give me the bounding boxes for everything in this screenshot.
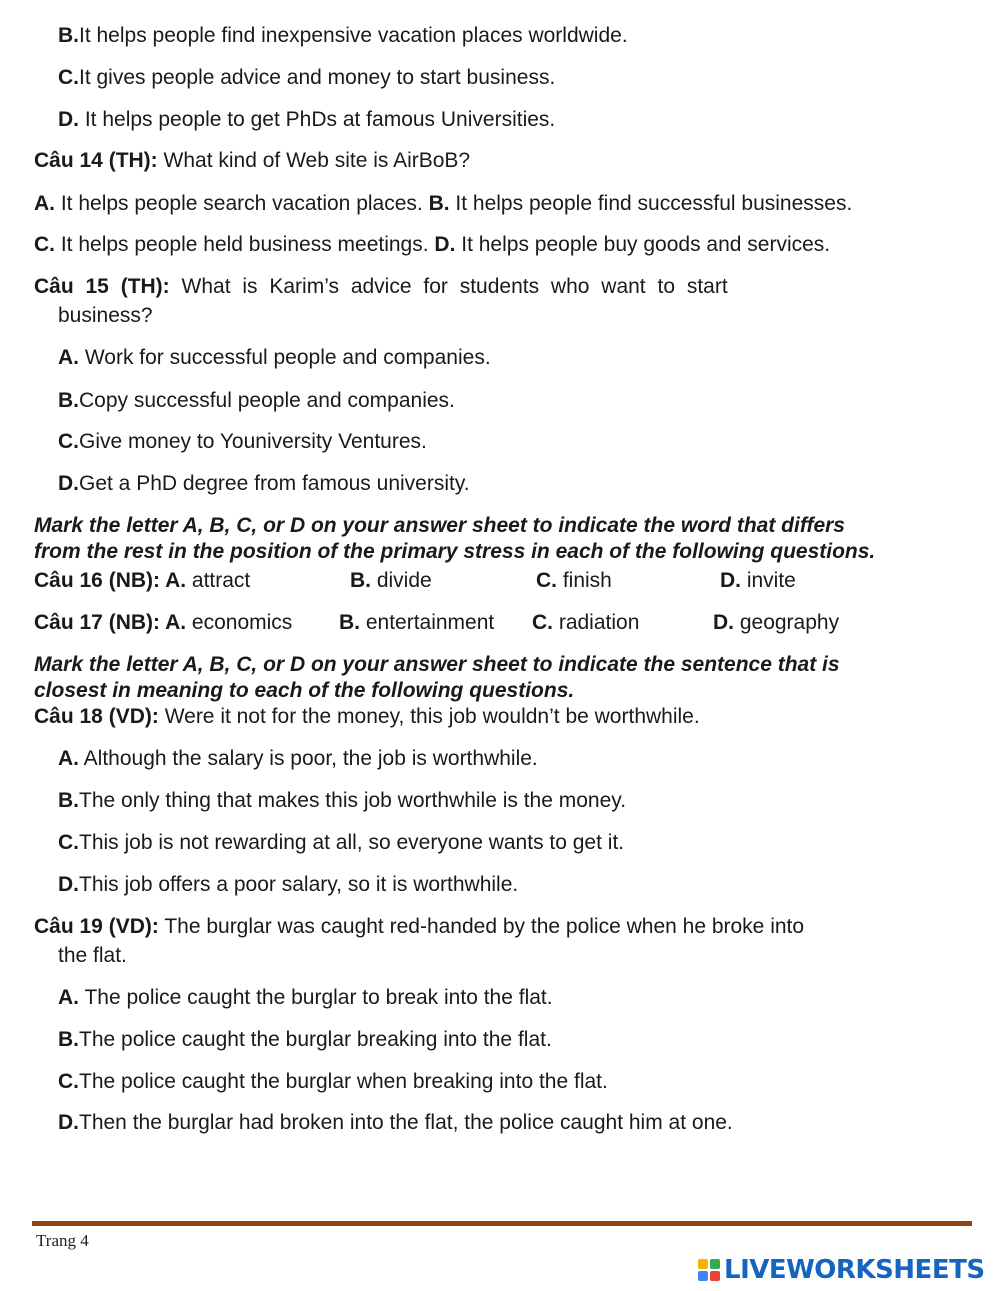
- option-letter: A.: [58, 346, 79, 369]
- option-letter: A.: [58, 986, 79, 1009]
- q17-option-d: [713, 610, 839, 636]
- option-letter: B.: [58, 789, 79, 812]
- q16-option-d: [720, 568, 796, 594]
- q17-row: [34, 610, 884, 636]
- instruction-meaning-line1: Mark the letter A, B, C, or D on your answer sheet to indicate the sentence that is: [34, 653, 840, 676]
- question-label: Câu 17 (NB):: [34, 611, 161, 634]
- option-text: It helps people search vacation places.: [55, 192, 429, 215]
- option-letter: B.: [58, 389, 79, 412]
- option-letter: C.: [532, 611, 553, 634]
- question-label: Câu 16 (NB):: [34, 569, 161, 592]
- q18-option-c: [58, 830, 624, 856]
- q15-stem-cont: [58, 303, 153, 329]
- q14-stem: [34, 148, 470, 174]
- option-text: It helps people held business meetings.: [55, 233, 435, 256]
- option-text: economics: [186, 611, 293, 634]
- q13-option-d: [58, 107, 555, 133]
- option-letter: A.: [160, 611, 187, 634]
- option-text: Copy successful people and companies.: [79, 389, 455, 412]
- option-text: It helps people find inexpensive vacation places worldwide.: [79, 24, 628, 47]
- q19-option-d: [58, 1110, 733, 1136]
- q19-option-b: [58, 1027, 552, 1053]
- question-label: Câu 18 (VD):: [34, 705, 159, 728]
- question-label: Câu 14 (TH):: [34, 149, 158, 172]
- option-text: radiation: [553, 611, 640, 634]
- q17-option-c: [532, 610, 639, 636]
- option-letter: C.: [58, 66, 79, 89]
- q19-option-c: [58, 1069, 608, 1095]
- option-letter: C.: [536, 569, 557, 592]
- q19-stem-cont: [58, 943, 127, 969]
- q19-option-a: [58, 985, 553, 1011]
- option-letter: A.: [160, 569, 187, 592]
- option-text: The police caught the burglar breaking into the flat.: [79, 1028, 552, 1051]
- q15-option-c: [58, 429, 427, 455]
- option-letter: D.: [58, 472, 79, 495]
- option-letter: D.: [713, 611, 734, 634]
- q15-stem: [34, 274, 728, 300]
- q19-stem: [34, 914, 804, 940]
- option-letter: B.: [58, 24, 79, 47]
- question-text: business?: [58, 304, 153, 327]
- option-text: Although the salary is poor, the job is worthwhile.: [79, 747, 538, 770]
- option-text: This job is not rewarding at all, so everyone wants to get it.: [79, 831, 625, 854]
- liveworksheets-logo: [698, 1256, 985, 1284]
- q15-option-b: [58, 388, 455, 414]
- page-number: Trang 4: [36, 1231, 89, 1250]
- option-letter: B.: [339, 611, 360, 634]
- q14-options-cd: [34, 232, 830, 258]
- q13-option-b: [58, 23, 628, 49]
- option-text: Work for successful people and companies.: [79, 346, 491, 369]
- option-text: The only thing that makes this job worthwhile is the money.: [79, 789, 627, 812]
- option-letter: A.: [58, 747, 79, 770]
- q16-option-c: [536, 568, 612, 594]
- question-text: What is Karim’s advice for students who want to start: [169, 275, 728, 298]
- instruction-stress-line2: from the rest in the position of the primary stress in each of the following questions.: [34, 540, 876, 563]
- option-text: It helps people buy goods and services.: [455, 233, 831, 256]
- option-text: The police caught the burglar when breaking into the flat.: [79, 1070, 608, 1093]
- option-text: It helps people find successful businesses.: [449, 192, 853, 215]
- q18-option-a: [58, 746, 538, 772]
- q14-options-ab: [34, 191, 852, 217]
- option-text: It gives people advice and money to start business.: [79, 66, 556, 89]
- option-letter: D.: [434, 233, 456, 256]
- question-text: the flat.: [58, 944, 127, 967]
- option-letter: B.: [350, 569, 371, 592]
- q18-stem: [34, 704, 700, 730]
- option-text: The police caught the burglar to break into the flat.: [79, 986, 553, 1009]
- option-text: attract: [186, 569, 251, 592]
- option-letter: D.: [720, 569, 741, 592]
- option-text: Get a PhD degree from famous university.: [79, 472, 470, 495]
- question-label: Câu 19 (VD):: [34, 915, 159, 938]
- instruction-meaning-line2: closest in meaning to each of the following questions.: [34, 679, 575, 702]
- question-label: Câu 15 (TH):: [34, 275, 170, 298]
- q16-option-b: [350, 568, 432, 594]
- footer-divider: [32, 1221, 972, 1226]
- q15-option-d: [58, 471, 470, 497]
- option-text: geography: [734, 611, 840, 634]
- q15-option-a: [58, 345, 491, 371]
- option-letter: D.: [58, 1111, 79, 1134]
- option-letter: B.: [428, 192, 450, 215]
- instruction-stress-line1: Mark the letter A, B, C, or D on your answer sheet to indicate the word that differs: [34, 514, 845, 537]
- option-letter: D.: [58, 873, 79, 896]
- option-text: divide: [371, 569, 432, 592]
- option-text: Give money to Youniversity Ventures.: [79, 430, 427, 453]
- option-text: This job offers a poor salary, so it is worthwhile.: [79, 873, 519, 896]
- option-letter: C.: [58, 1070, 79, 1093]
- option-text: invite: [741, 569, 796, 592]
- option-letter: C.: [58, 430, 79, 453]
- logo-tiles-icon: [698, 1259, 720, 1281]
- option-text: finish: [557, 569, 612, 592]
- q16-row: [34, 568, 834, 594]
- option-text: Then the burglar had broken into the flat, the police caught him at one.: [79, 1111, 733, 1134]
- q17-option-b: [339, 610, 494, 636]
- option-letter: C.: [34, 233, 55, 256]
- logo-text: LIVEWORKSHEETS: [724, 1255, 985, 1285]
- option-letter: C.: [58, 831, 79, 854]
- option-text: It helps people to get PhDs at famous Universities.: [79, 108, 556, 131]
- q13-option-c: [58, 65, 555, 91]
- option-letter: D.: [58, 108, 79, 131]
- option-text: entertainment: [360, 611, 495, 634]
- option-letter: B.: [58, 1028, 79, 1051]
- option-letter: A.: [34, 192, 55, 215]
- question-text: Were it not for the money, this job wouldn’t be worthwhile.: [158, 705, 700, 728]
- q18-option-d: [58, 872, 518, 898]
- question-text: What kind of Web site is AirBoB?: [157, 149, 471, 172]
- question-text: The burglar was caught red-handed by the police when he broke into: [158, 915, 805, 938]
- q18-option-b: [58, 788, 626, 814]
